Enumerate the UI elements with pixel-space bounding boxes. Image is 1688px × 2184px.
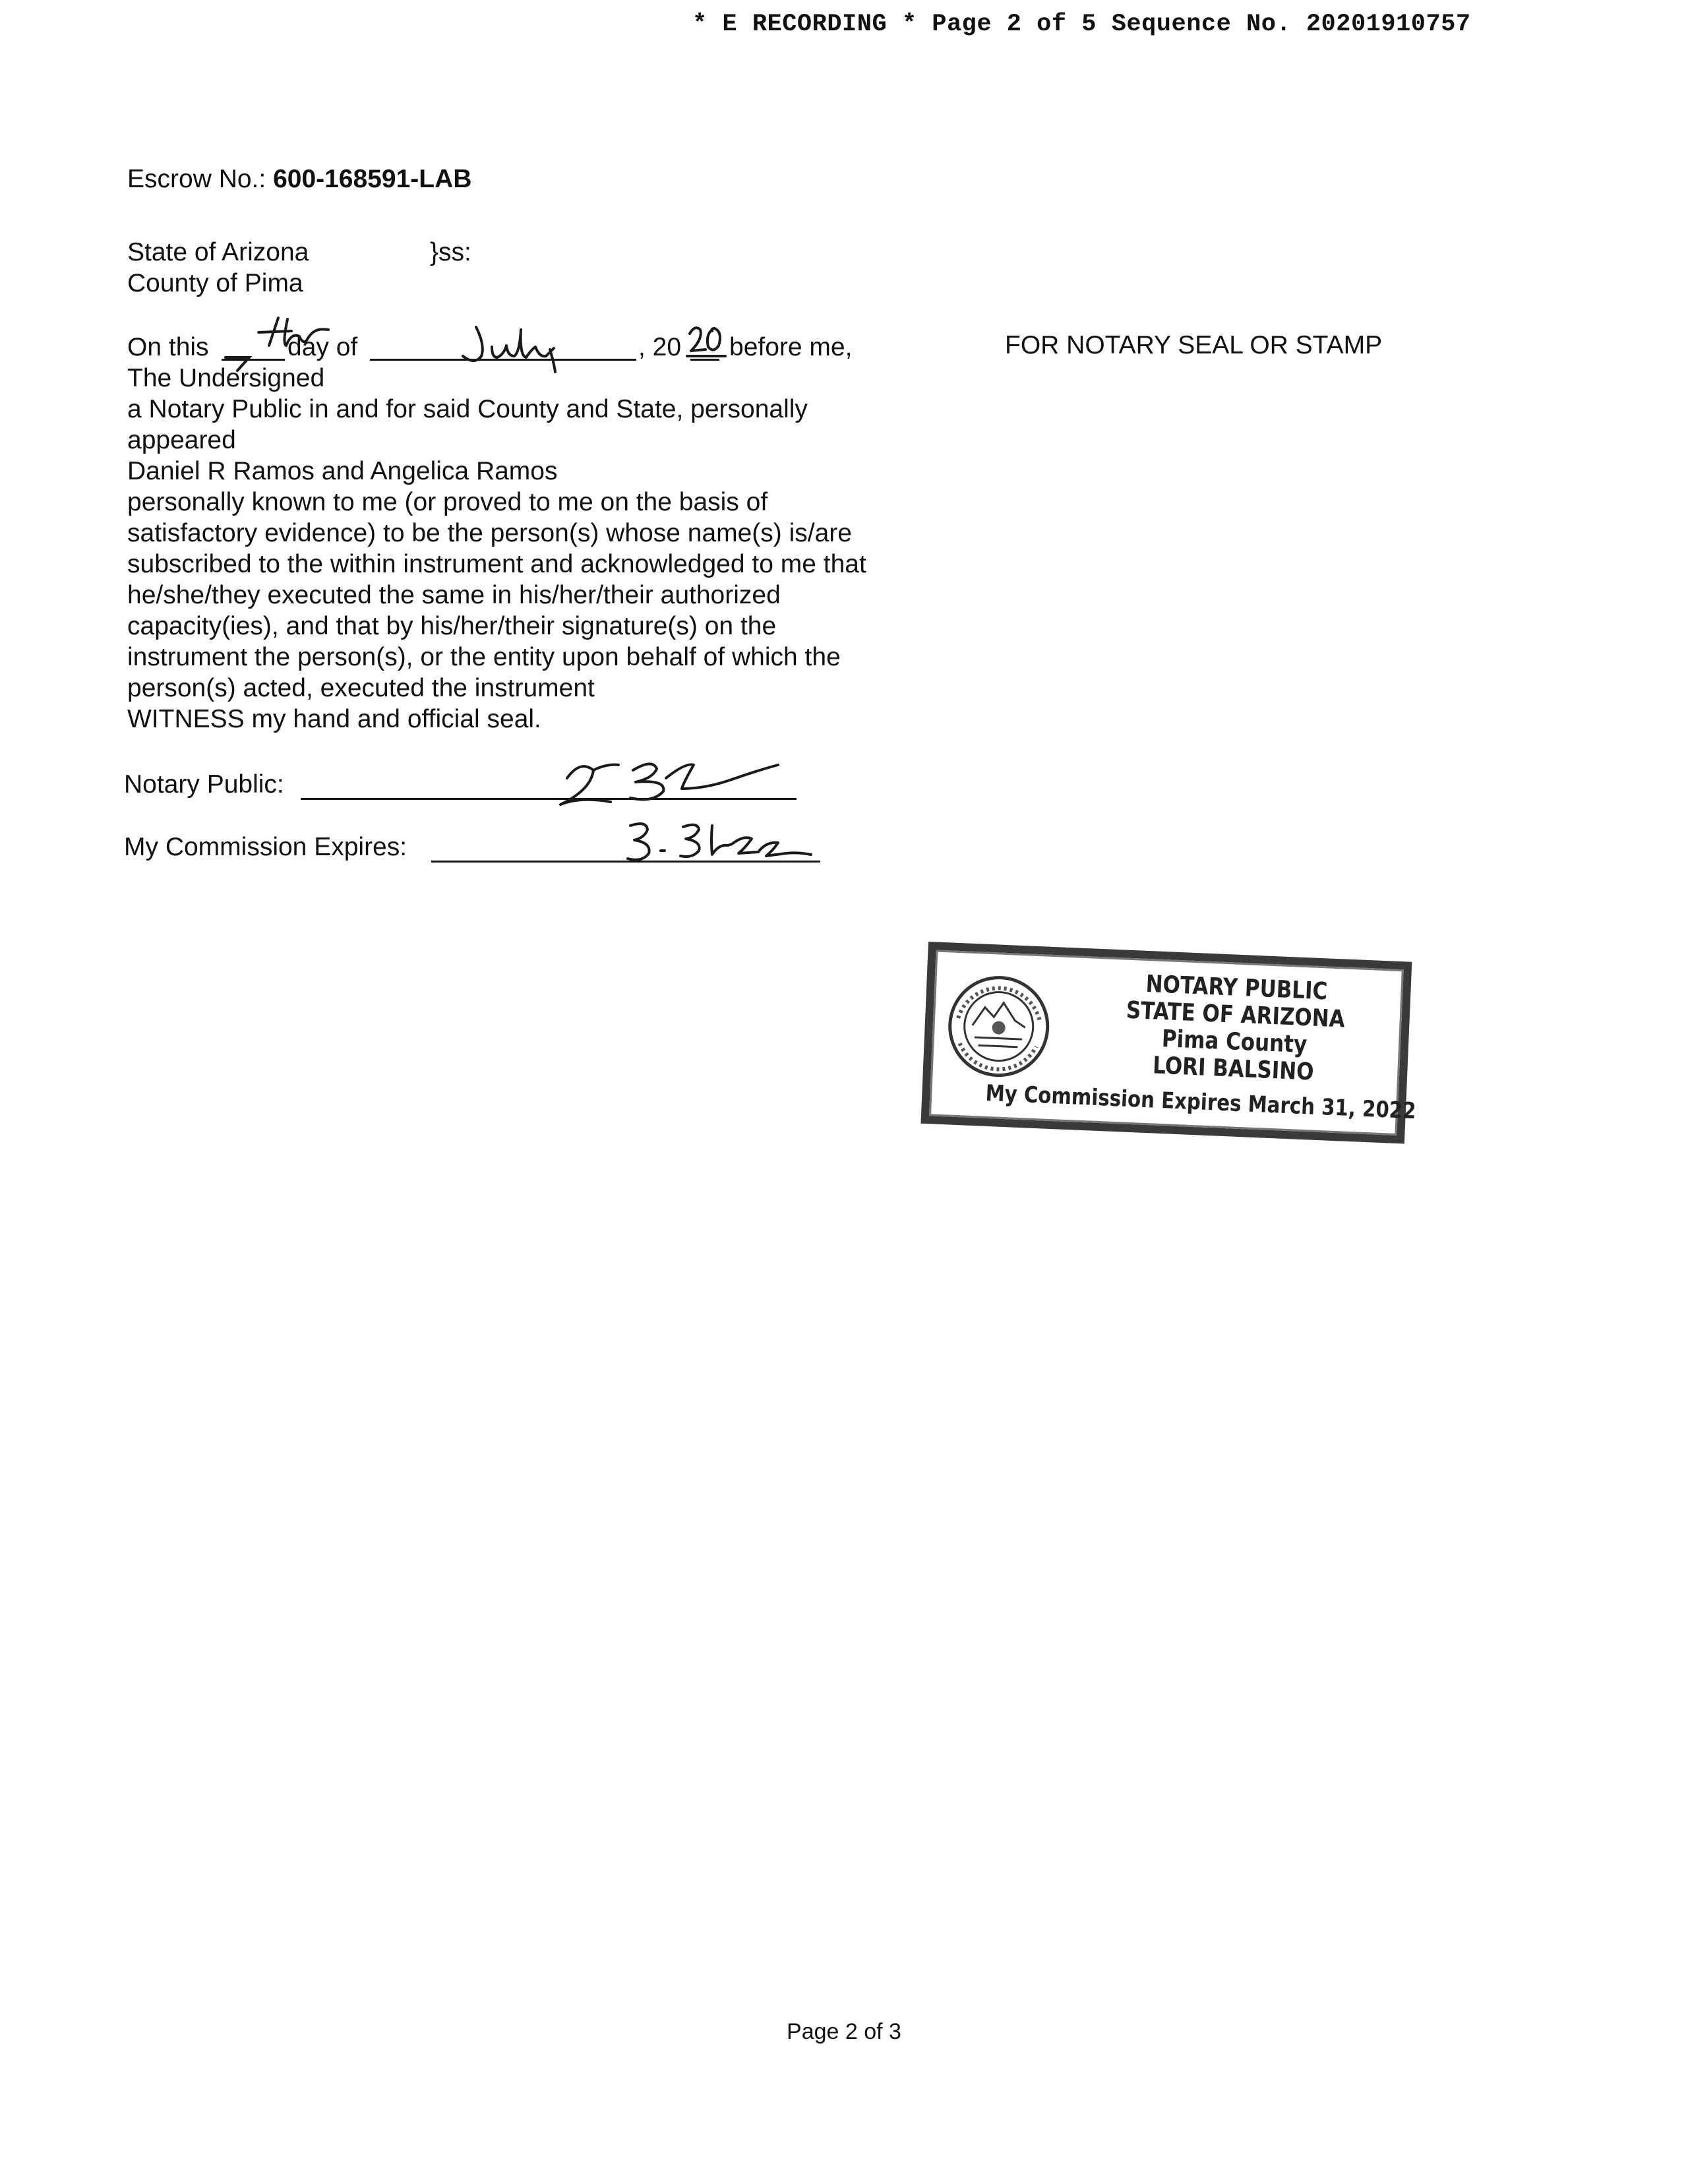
venue-ss: }ss: (430, 238, 471, 266)
before-me: before me, (729, 333, 853, 361)
undersigned: The Undersigned (127, 364, 325, 392)
year-prefix: , 20 (638, 333, 682, 361)
escrow-label: Escrow No.: (127, 165, 266, 193)
arizona-state-seal-icon (944, 971, 1054, 1081)
venue-county: County of Pima (127, 269, 303, 297)
stamp-county: Pima County (1161, 1025, 1308, 1059)
ack-line-5: satisfactory evidence) to be the person(s) whose name(s) is/are (127, 519, 852, 547)
ack-line-9: instrument the person(s), or the entity upon behalf of which the (127, 643, 841, 671)
ack-line-10: person(s) acted, executed the instrument (127, 674, 595, 702)
handwritten-commission-date (620, 815, 831, 868)
stamp-expiration: My Commission Expires March 31, 2022 (984, 1079, 1417, 1125)
ack-line-8: capacity(ies), and that by his/her/their signature(s) on the (127, 612, 777, 640)
recording-header: * E RECORDING * Page 2 of 5 Sequence No. 20201910757 (692, 11, 1471, 38)
ack-line-1: a Notary Public in and for said County and State, personally (127, 395, 808, 423)
stamp-text-block (1114, 969, 1356, 1087)
handwritten-month (455, 323, 607, 376)
escrow-number: 600-168591-LAB (273, 165, 472, 193)
commission-expires-label: My Commission Expires: (124, 833, 407, 861)
notary-public-label: Notary Public: (124, 770, 284, 799)
ack-line-4: personally known to me (or proved to me on the basis of (127, 488, 768, 516)
ack-line-11: WITNESS my hand and official seal. (127, 705, 541, 733)
ack-line-6: subscribed to the within instrument and acknowledged to me that (127, 550, 866, 578)
on-this-label: On this (127, 333, 209, 361)
escrow-line (127, 164, 471, 195)
handwritten-year (686, 320, 738, 367)
day-of-label: day of (287, 333, 358, 361)
seal-area-label: FOR NOTARY SEAL OR STAMP (1005, 331, 1383, 359)
stamp-state: STATE OF ARIZONA (1126, 996, 1346, 1033)
stamp-notary-name: LORI BALSINO (1152, 1052, 1315, 1086)
ack-line-2: appeared (127, 426, 236, 454)
venue-state: State of Arizona (127, 238, 309, 266)
notary-signature (554, 750, 791, 810)
handwritten-day (218, 305, 349, 371)
stamp-title: NOTARY PUBLIC (1145, 970, 1329, 1006)
ack-line-3: Daniel R Ramos and Angelica Ramos (127, 457, 558, 485)
ack-line-7: he/she/they executed the same in his/her/their authorized (127, 581, 781, 609)
notary-stamp (920, 942, 1417, 1159)
page-number: Page 2 of 3 (787, 2019, 901, 2044)
